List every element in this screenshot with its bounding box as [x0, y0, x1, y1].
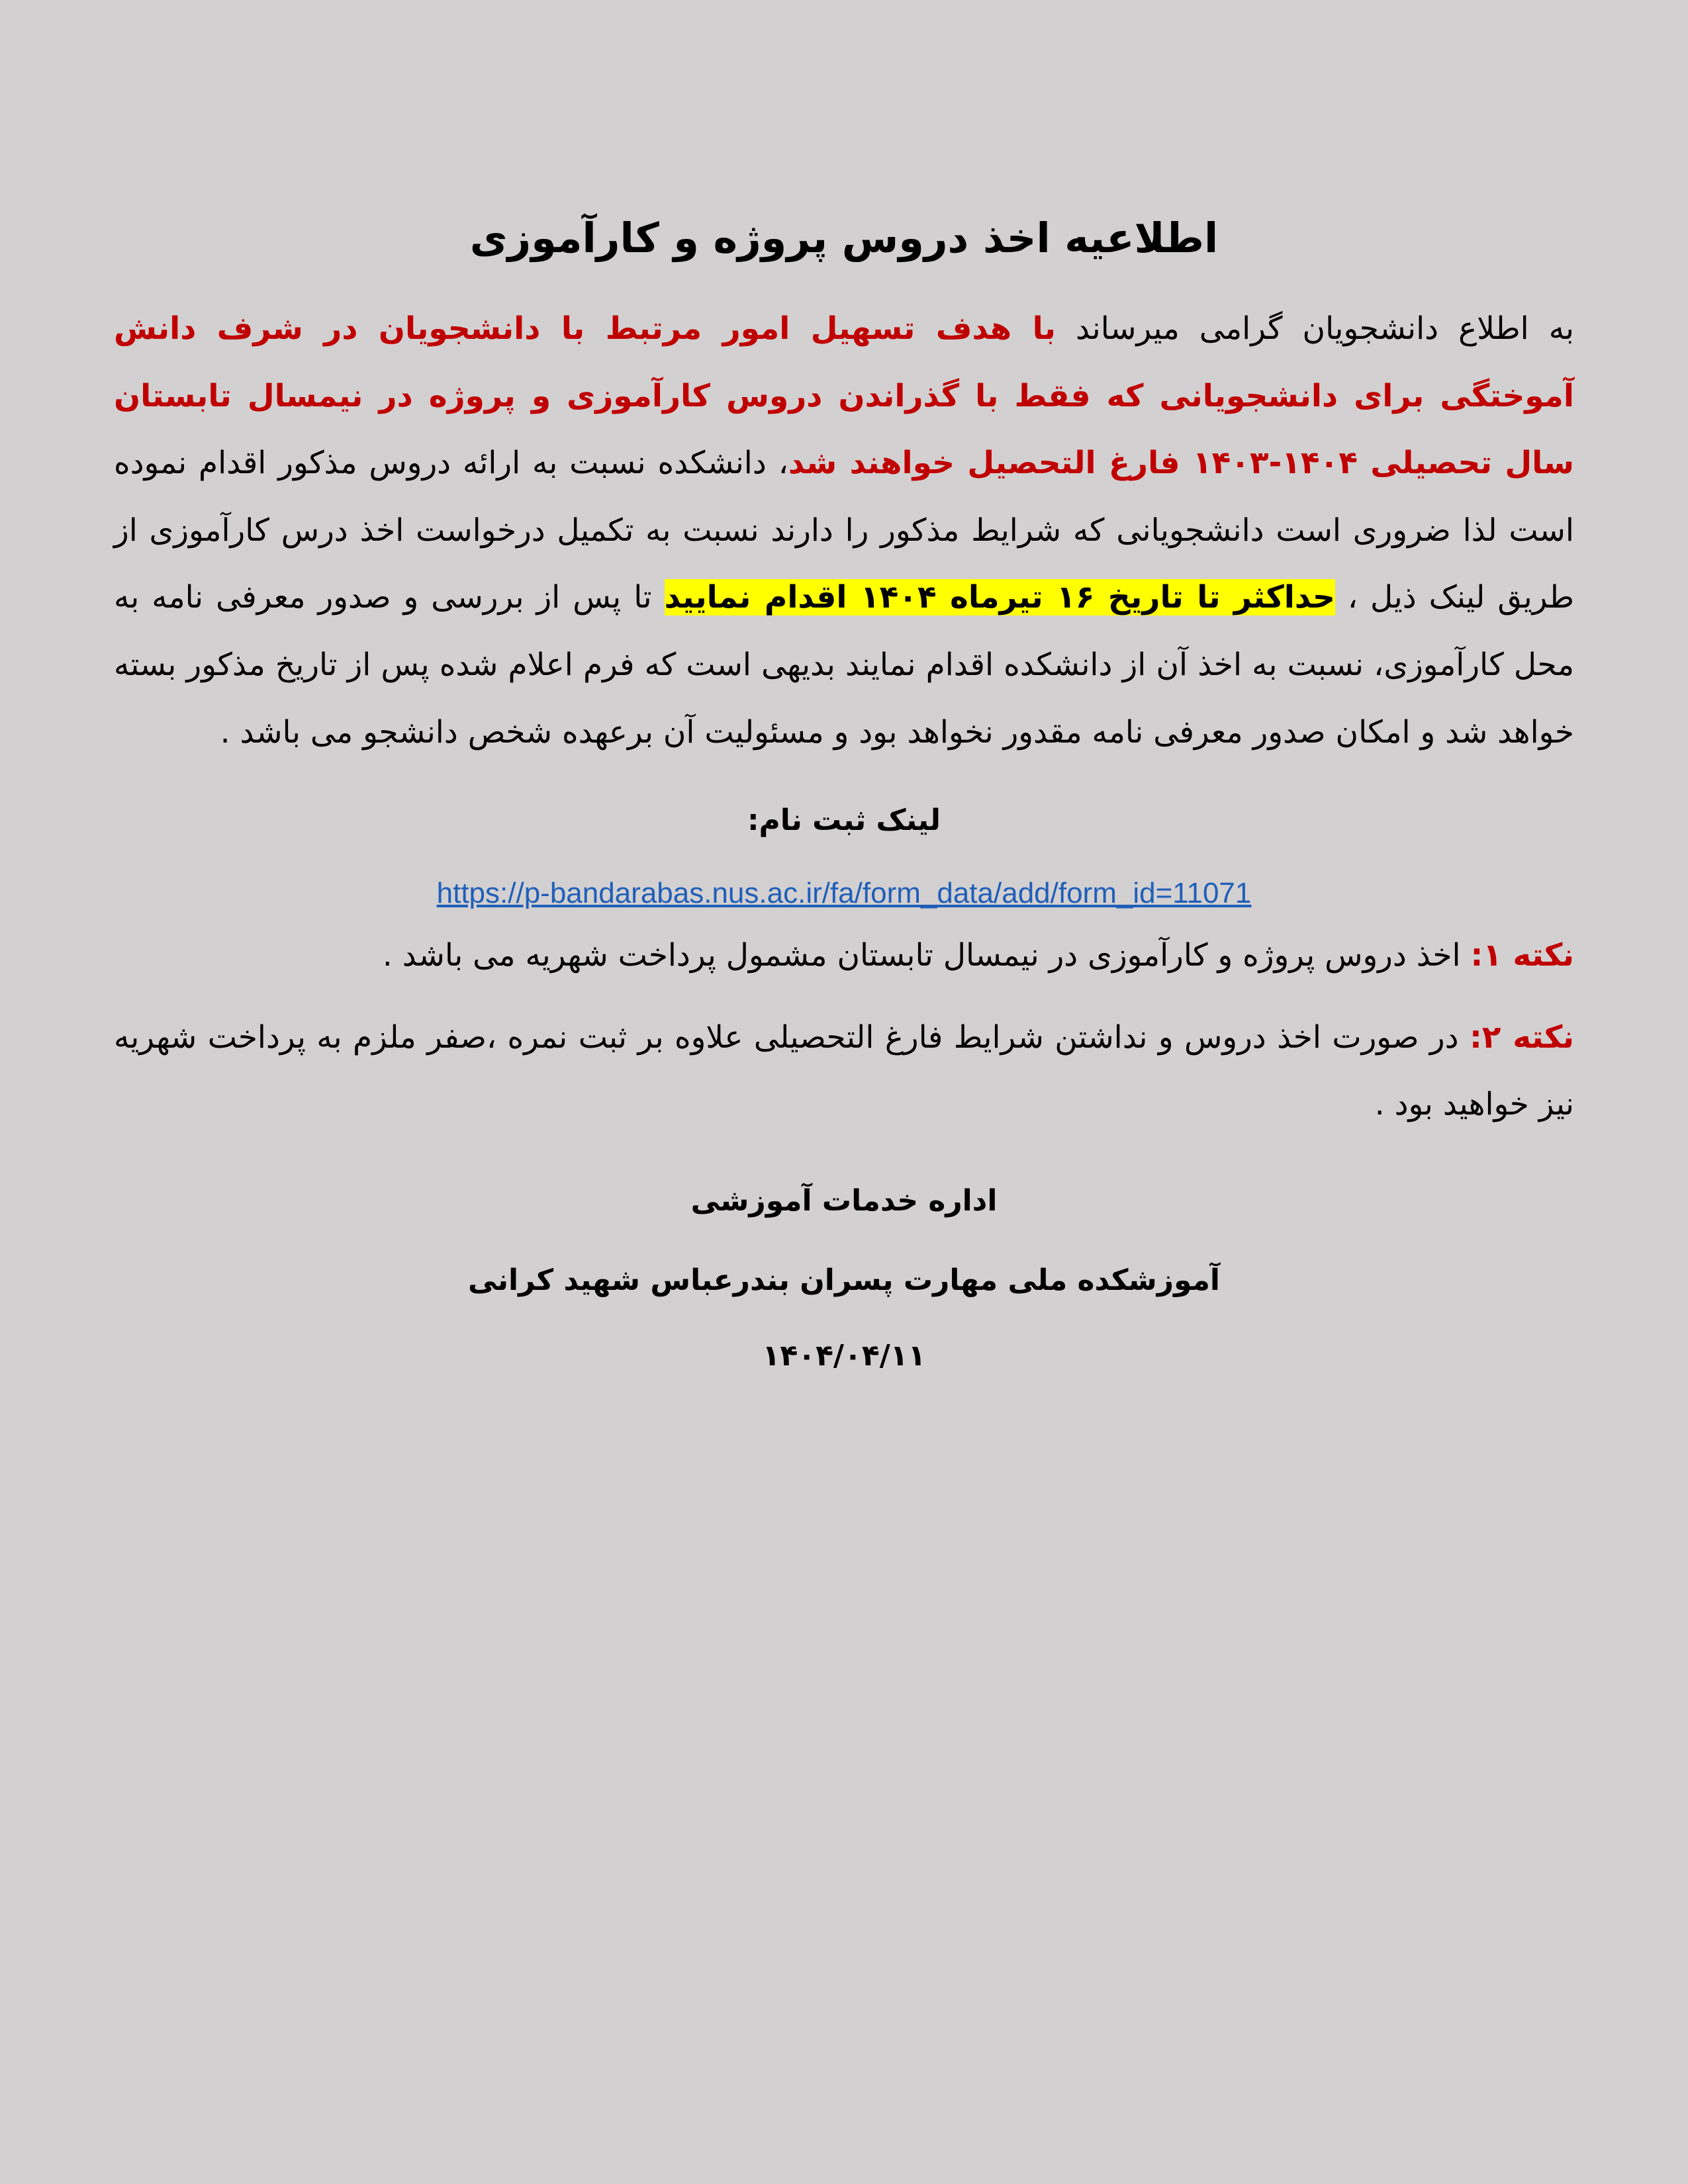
registration-link-label: لینک ثبت نام:: [747, 803, 941, 838]
note-1-text: اخذ دروس پروژه و کارآموزی در نیمسال تابستان مشمول پرداخت شهریه می باشد .: [382, 937, 1471, 974]
body-instructions-text: ، دانشکده نسبت به ارائه دروس مذکور اقدام نموده است لذا ضروری است دانشجویانی که شرایط مذکور را دارند نسبت به تکمیل درخواست اخذ درس کارآموزی از طریق لینک ذیل ،: [114, 445, 1575, 616]
note-2: [114, 1004, 1574, 1138]
announcement-title: اطلاعیه اخذ دروس پروژه و کارآموزی: [469, 214, 1219, 262]
signature-date: ۱۴۰۴/۰۴/۱۱: [762, 1338, 926, 1373]
note-2-text: در صورت اخذ دروس و نداشتن شرایط فارغ التحصیلی علاوه بر ثبت نمره ،صفر ملزم به پرداخت شهریه نیز خواهید بود .: [114, 1019, 1574, 1123]
announcement-body: [114, 295, 1574, 766]
signature-office: اداره خدمات آموزشی: [690, 1183, 998, 1218]
note-1-label: نکته ۱:: [1470, 937, 1574, 974]
note-2-label: نکته ۲:: [1469, 1019, 1574, 1056]
body-closing-text: تا پس از بررسی و صدور معرفی نامه به محل کارآموزی، نسبت به اخذ آن از دانشکده اقدام نمایند بدیهی است که فرم اعلام شده پس از تاریخ مذکور بسته خواهد شد و امکان صدور معرفی نامه مقدور نخواهد بود و مسئولیت آن برعهده شخص دانشجو می باشد .: [114, 579, 1574, 751]
signature-institute: آموزشکده ملی مهارت پسران بندرعباس شهید کرانی: [467, 1263, 1221, 1297]
body-intro-text: به اطلاع دانشجویان گرامی میرساند: [1055, 310, 1574, 347]
deadline-highlight: حداکثر تا تاریخ ۱۶ تیرماه ۱۴۰۴ اقدام نمایید: [664, 579, 1335, 616]
body-purpose-text: با هدف تسهیل امور مرتبط با دانشجویان در شرف دانش آموختگی برای دانشجویانی که فقط با گذراندن دروس کارآموزی و پروژه در نیمسال تابستان سال تحصیلی ۱۴۰۴-۱۴۰۳ فارغ التحصیل خواهند شد: [114, 310, 1574, 482]
note-1: [114, 922, 1574, 989]
registration-link[interactable]: https://p-bandarabas.nus.ac.ir/fa/form_data/add/form_id=11071: [436, 877, 1252, 910]
